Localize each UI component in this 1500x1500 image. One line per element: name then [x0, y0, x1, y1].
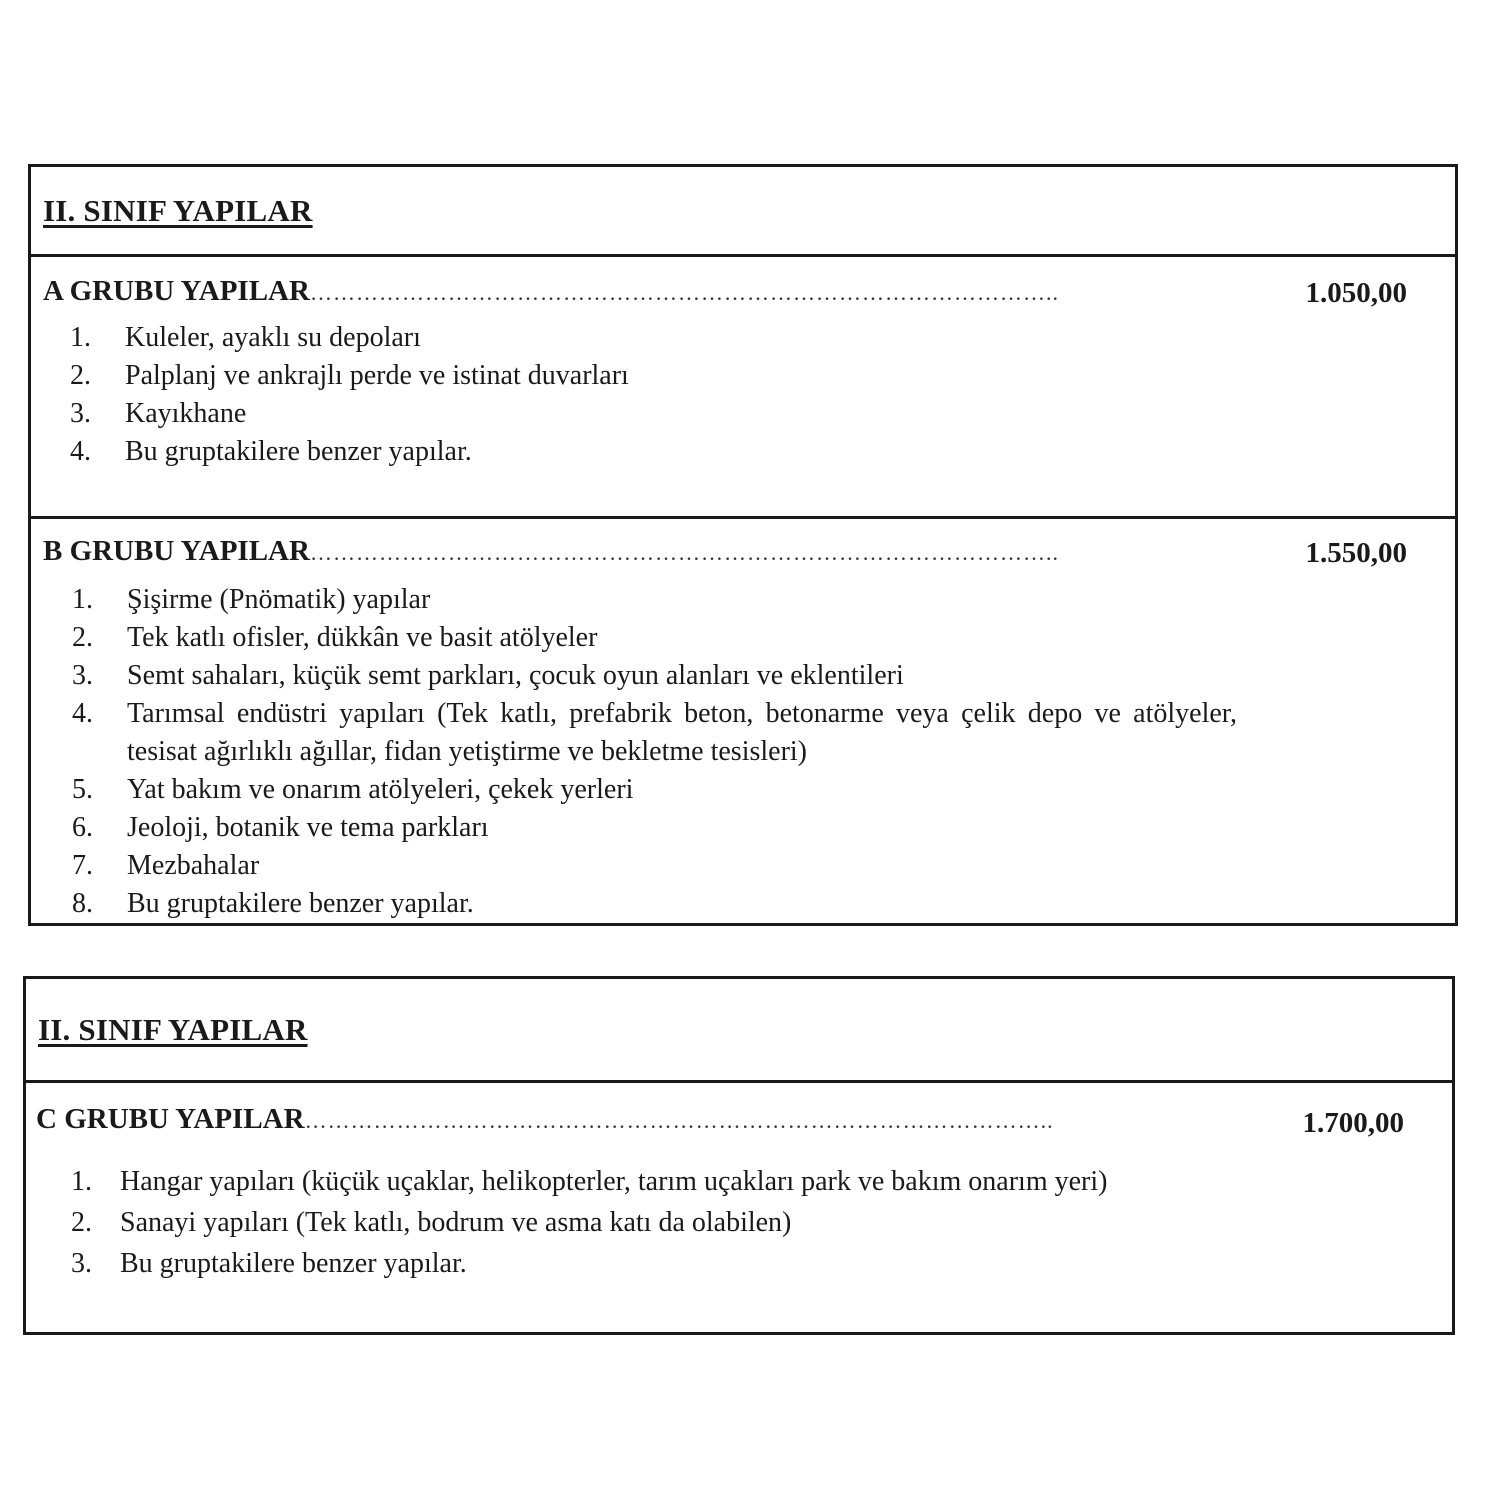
item-number: 6.: [72, 812, 93, 843]
item-number: 3.: [71, 1248, 92, 1279]
group-a-amount: 1.050,00: [1305, 277, 1407, 309]
group-c: [26, 1083, 1452, 1333]
dot-leader: ……………………………………………………………………………………..: [309, 540, 1059, 565]
group-b-title: B GRUBU YAPILAR: [43, 535, 310, 567]
group-c-title: C GRUBU YAPILAR: [36, 1103, 305, 1135]
item-text: Jeoloji, botanik ve tema parkları: [127, 812, 489, 843]
item-number: 7.: [72, 850, 93, 881]
group-a: [31, 257, 1455, 516]
list-item: [36, 1243, 1452, 1284]
group-b-header: [43, 535, 1455, 575]
item-number: 4.: [72, 698, 93, 729]
item-text: Yat bakım ve onarım atölyeleri, çekek yerleri: [127, 774, 634, 805]
group-c-items: [36, 1161, 1452, 1284]
list-item: [43, 319, 1455, 357]
item-text: Bu gruptakilere benzer yapılar.: [120, 1248, 467, 1279]
item-text: Bu gruptakilere benzer yapılar.: [125, 436, 472, 467]
item-number: 4.: [70, 436, 91, 467]
group-a-header: [43, 275, 1455, 315]
group-b: [31, 516, 1455, 926]
section-header-row: [26, 979, 1452, 1083]
item-text: Tek katlı ofisler, dükkân ve basit atölyeler: [127, 622, 598, 653]
list-item: [43, 395, 1455, 433]
list-item: [43, 771, 1455, 809]
item-text: Mezbahalar: [127, 850, 260, 881]
group-c-amount: 1.700,00: [1302, 1107, 1404, 1139]
item-number: 2.: [70, 360, 91, 391]
group-a-title: A GRUBU YAPILAR: [43, 275, 310, 307]
item-text: Bu gruptakilere benzer yapılar.: [127, 888, 474, 919]
group-c-header: [36, 1103, 1452, 1143]
dot-leader: ……………………………………………………………………………………..: [304, 1108, 1054, 1133]
group-a-items: [43, 319, 1455, 471]
section-header-row: [31, 167, 1455, 257]
list-item: [43, 619, 1455, 657]
item-number: 8.: [72, 888, 93, 919]
item-text: Şişirme (Pnömatik) yapılar: [127, 584, 431, 615]
item-number: 1.: [72, 584, 93, 615]
list-item: [43, 847, 1455, 885]
list-item: [43, 657, 1455, 695]
list-item: [36, 1202, 1452, 1243]
class-ii-table-1: [28, 164, 1458, 926]
item-text: Kuleler, ayaklı su depoları: [125, 322, 421, 353]
list-item: [43, 433, 1455, 471]
dot-leader: ……………………………………………………………………………………..: [309, 280, 1059, 305]
list-item: [36, 1161, 1452, 1202]
group-b-items: [43, 581, 1455, 923]
item-number: 2.: [71, 1207, 92, 1238]
item-text: Tarımsal endüstri yapıları (Tek katlı, prefabrik beton, betonarme veya çelik depo ve atölyeler, tesisat ağırlıklı ağıllar, fidan yetiştirme ve bekletme tesisleri): [127, 698, 1237, 767]
section-title: II. SINIF YAPILAR: [38, 1011, 308, 1047]
item-text: Semt sahaları, küçük semt parkları, çocuk oyun alanları ve eklentileri: [127, 660, 904, 691]
item-number: 1.: [70, 322, 91, 353]
section-title: II. SINIF YAPILAR: [43, 192, 313, 228]
list-item: [43, 357, 1455, 395]
item-text: Hangar yapıları (küçük uçaklar, helikopterler, tarım uçakları park ve bakım onarım yeri): [120, 1166, 1108, 1197]
list-item: [43, 581, 1455, 619]
item-number: 5.: [72, 774, 93, 805]
list-item: [43, 809, 1455, 847]
item-number: 1.: [71, 1166, 92, 1197]
item-number: 3.: [72, 660, 93, 691]
item-text: Kayıkhane: [125, 398, 247, 429]
item-text: Palplanj ve ankrajlı perde ve istinat duvarları: [125, 360, 629, 391]
item-text: Sanayi yapıları (Tek katlı, bodrum ve asma katı da olabilen): [120, 1207, 792, 1238]
item-number: 3.: [70, 398, 91, 429]
group-b-amount: 1.550,00: [1305, 537, 1407, 569]
list-item: [43, 885, 1455, 923]
class-ii-table-2: [23, 976, 1455, 1335]
item-number: 2.: [72, 622, 93, 653]
list-item: [43, 695, 1455, 771]
